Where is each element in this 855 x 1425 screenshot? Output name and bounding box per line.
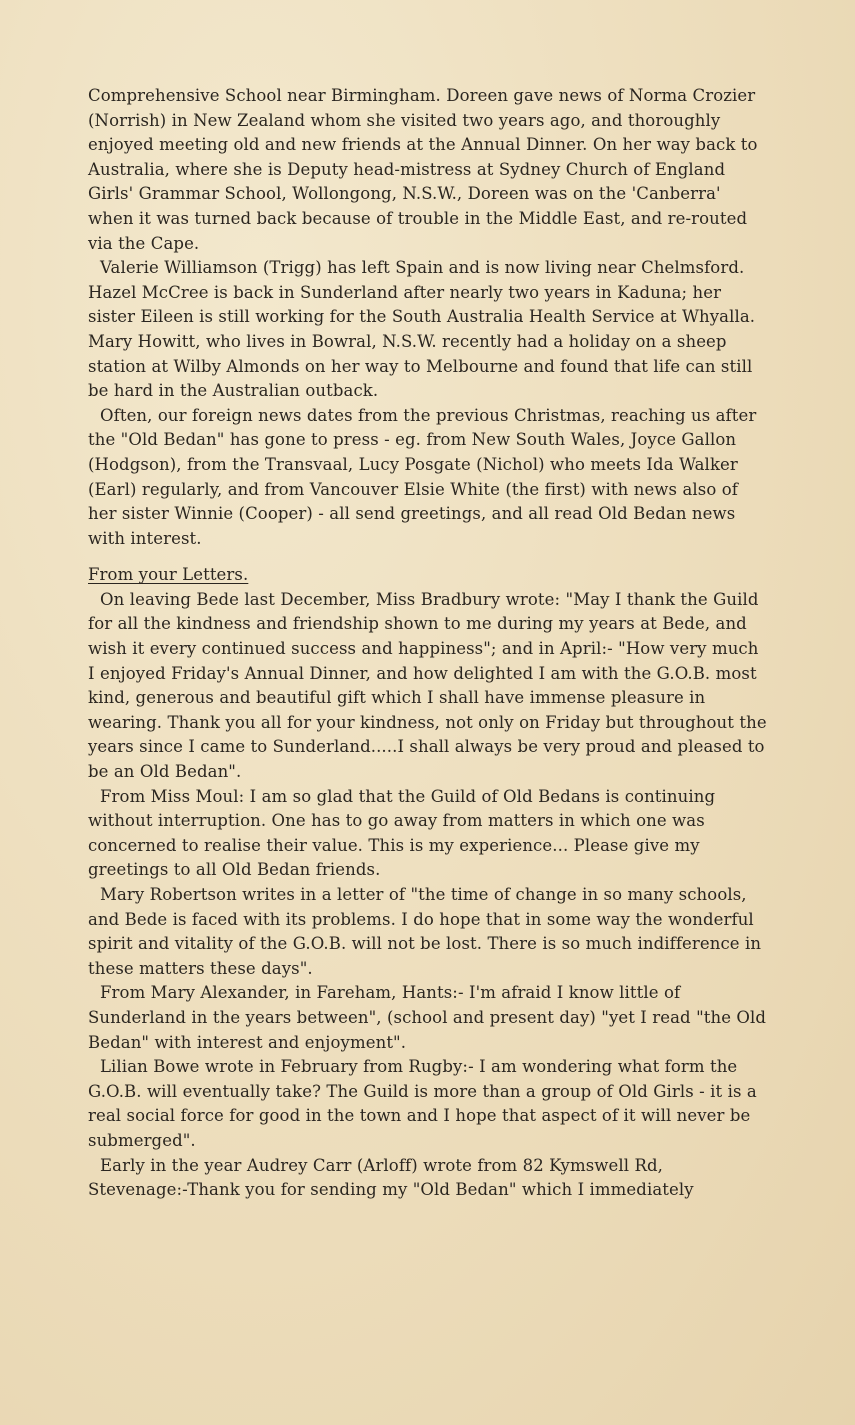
paragraph-foreign-news: Often, our foreign news dates from the previous Christmas, reaching us after the "Old Bedan" has gone to press - eg. from New South Wales, Joyce Gallon (Hodgson), from the Transvaal, Lucy Posgate (Nichol) who meets Ida Walker (Earl) regularly, and from Vancouver Elsie White (the first) with news also of her sister Winnie (Cooper) - all send greetings, and all read Old Bedan news with interest.: [88, 405, 757, 548]
paragraph-doreen-news: Comprehensive School near Birmingham. Doreen gave news of Norma Crozier (Norrish) in New Zealand whom she visited two years ago, and thoroughly enjoyed meeting old and new friends at the Annual Dinner. On her way back to Australia, where she is Deputy head-mistress at Sydney Church of England Girls' Grammar School, Wollongong, N.S.W., Doreen was on the 'Canberra' when it was turned back because of trouble in the Middle East, and re-routed via the Cape.: [88, 86, 758, 253]
paragraph-miss-moul: From Miss Moul: I am so glad that the Guild of Old Bedans is continuing without interruption. One has to go away from matters in which one was concerned to realise their value. This is my experience... Please give my greetings to all Old Bedan friends.: [88, 786, 716, 880]
paragraph-miss-bradbury: On leaving Bede last December, Miss Bradbury wrote: "May I thank the Guild for all the kindness and friendship shown to me during my years at Bede, and wish it every continued success and happiness"; and in April:- "How very much I enjoyed Friday's Annual Dinner, and how delighted I am with the G.O.B. most kind, generous and beautiful gift which I shall have immense pleasure in wearing. Thank you all for your kindness, not only on Friday but throughout the years since I came to Sunderland.....I shall always be very proud and pleased to be an Old Bedan".: [88, 589, 767, 782]
paragraph-mary-alexander: From Mary Alexander, in Fareham, Hants:- I'm afraid I know little of Sunderland in the years between", (school and present day) "yet I read "the Old Bedan" with interest and enjoyment".: [88, 983, 767, 1052]
paragraph-audrey-carr: Early in the year Audrey Carr (Arloff) wrote from 82 Kymswell Rd, Stevenage:-Thank you for sending my "Old Bedan" which I immediately: [88, 1155, 694, 1200]
document-body: [88, 84, 768, 1203]
paragraph-mary-robertson: Mary Robertson writes in a letter of "the time of change in so many schools, and Bede is faced with its problems. I do hope that in some way the wonderful spirit and vitality of the G.O.B. will not be lost. There is so much indifference in these matters these days".: [88, 885, 762, 978]
paragraph-lilian-bowe: Lilian Bowe wrote in February from Rugby:- I am wondering what form the G.O.B. will eventually take? The Guild is more than a group of Old Girls - it is a real social force for good in the town and I hope that aspect of it will never be submerged".: [88, 1057, 757, 1150]
paragraph-valerie-williamson: Valerie Williamson (Trigg) has left Spain and is now living near Chelmsford. Hazel McCree is back in Sunderland after nearly two years in Kaduna; her sister Eileen is still working for the South Australia Health Service at Whyalla. Mary Howitt, who lives in Bowral, N.S.W. recently had a holiday on a sheep station at Wilby Almonds on her way to Melbourne and found that life can still be hard in the Australian outback.: [88, 258, 756, 401]
section-heading-letters: From your Letters.: [88, 565, 249, 585]
